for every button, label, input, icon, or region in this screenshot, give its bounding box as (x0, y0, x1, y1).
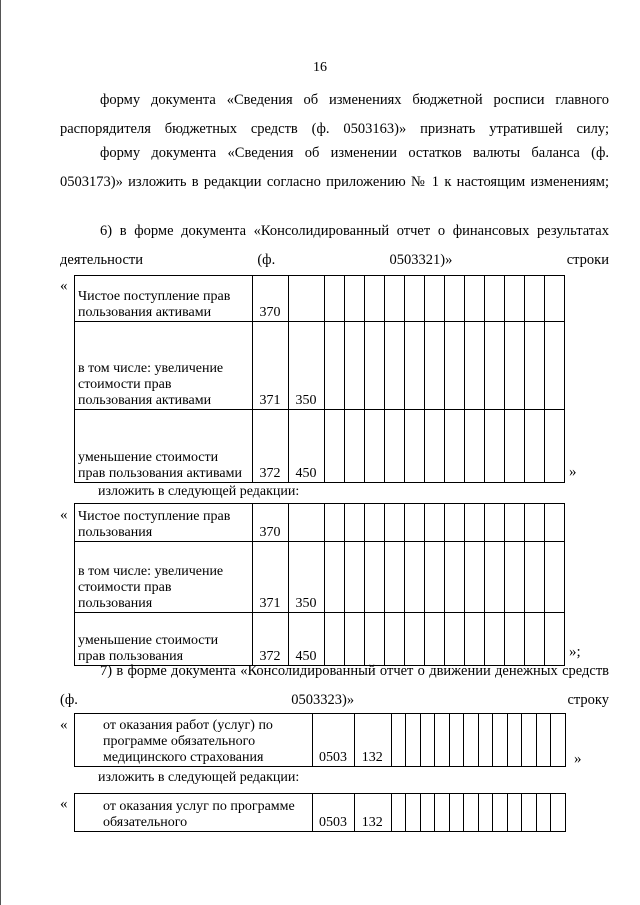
row-label: Чистое поступление прав пользования активами (75, 276, 253, 322)
table-row (75, 542, 565, 613)
row-label: в том числе: увеличение стоимости прав пользования (75, 542, 253, 613)
quote-close: » (574, 751, 582, 767)
row-code2: 132 (354, 794, 391, 832)
paragraph-item-7: 7) в форме документа «Консолидированный отчет о движении денежных средств (ф. 0503323)» строку (60, 663, 609, 708)
row-code: 372 (253, 410, 289, 483)
row-code2: 450 (289, 613, 325, 666)
row-label: в том числе: увеличение стоимости прав пользования активами (75, 322, 253, 410)
row-code2: 350 (289, 322, 325, 410)
quote-open: « (60, 507, 68, 523)
quote-open: « (60, 278, 68, 294)
row-code2: 450 (289, 410, 325, 483)
row-code2 (289, 276, 325, 322)
table-0503321-new (74, 503, 565, 666)
quote-open: « (60, 796, 68, 812)
row-code: 370 (253, 276, 289, 322)
table-0503323-new (74, 793, 566, 832)
page-number: 16 (313, 60, 327, 75)
table-0503321-old (74, 275, 565, 483)
row-label: от оказания работ (услуг) по программе обязательного медицинского страхования (75, 714, 313, 767)
page-left-edge (0, 0, 1, 905)
row-code: 0503 (313, 714, 354, 767)
table-row (75, 504, 565, 542)
row-label: уменьшение стоимости прав пользования активами (75, 410, 253, 483)
row-code: 371 (253, 322, 289, 410)
table-row (75, 410, 565, 483)
table-row (75, 794, 566, 832)
table-row (75, 322, 565, 410)
quote-open: « (60, 717, 68, 733)
edition-note: изложить в следующей редакции: (98, 770, 300, 785)
table-row (75, 276, 565, 322)
row-code2 (289, 504, 325, 542)
row-code: 371 (253, 542, 289, 613)
paragraph-form-0503163: форму документа «Сведения об изменениях бюджетной росписи главного распорядителя бюджетных средств (ф. 0503163)» признать утратившей силу; (60, 92, 609, 137)
row-label: уменьшение стоимости прав пользования (75, 613, 253, 666)
row-code2: 350 (289, 542, 325, 613)
row-code2: 132 (354, 714, 391, 767)
quote-close-semicolon: »; (569, 644, 581, 660)
row-code: 372 (253, 613, 289, 666)
table-row (75, 714, 566, 767)
paragraph-form-0503173: форму документа «Сведения об изменении остатков валюты баланса (ф. 0503173)» изложить в редакции согласно приложению № 1 к настоящим изменениям; (60, 145, 609, 190)
row-label: от оказания услуг по программе обязательного (75, 794, 313, 832)
row-label: Чистое поступление прав пользования (75, 504, 253, 542)
paragraph-item-6: 6) в форме документа «Консолидированный отчет о финансовых результатах деятельности (ф. 0503321)» строки (60, 223, 609, 268)
edition-note: изложить в следующей редакции: (98, 484, 300, 499)
table-0503323-old (74, 713, 566, 767)
row-code: 0503 (313, 794, 354, 832)
quote-close: » (569, 464, 577, 480)
row-code: 370 (253, 504, 289, 542)
